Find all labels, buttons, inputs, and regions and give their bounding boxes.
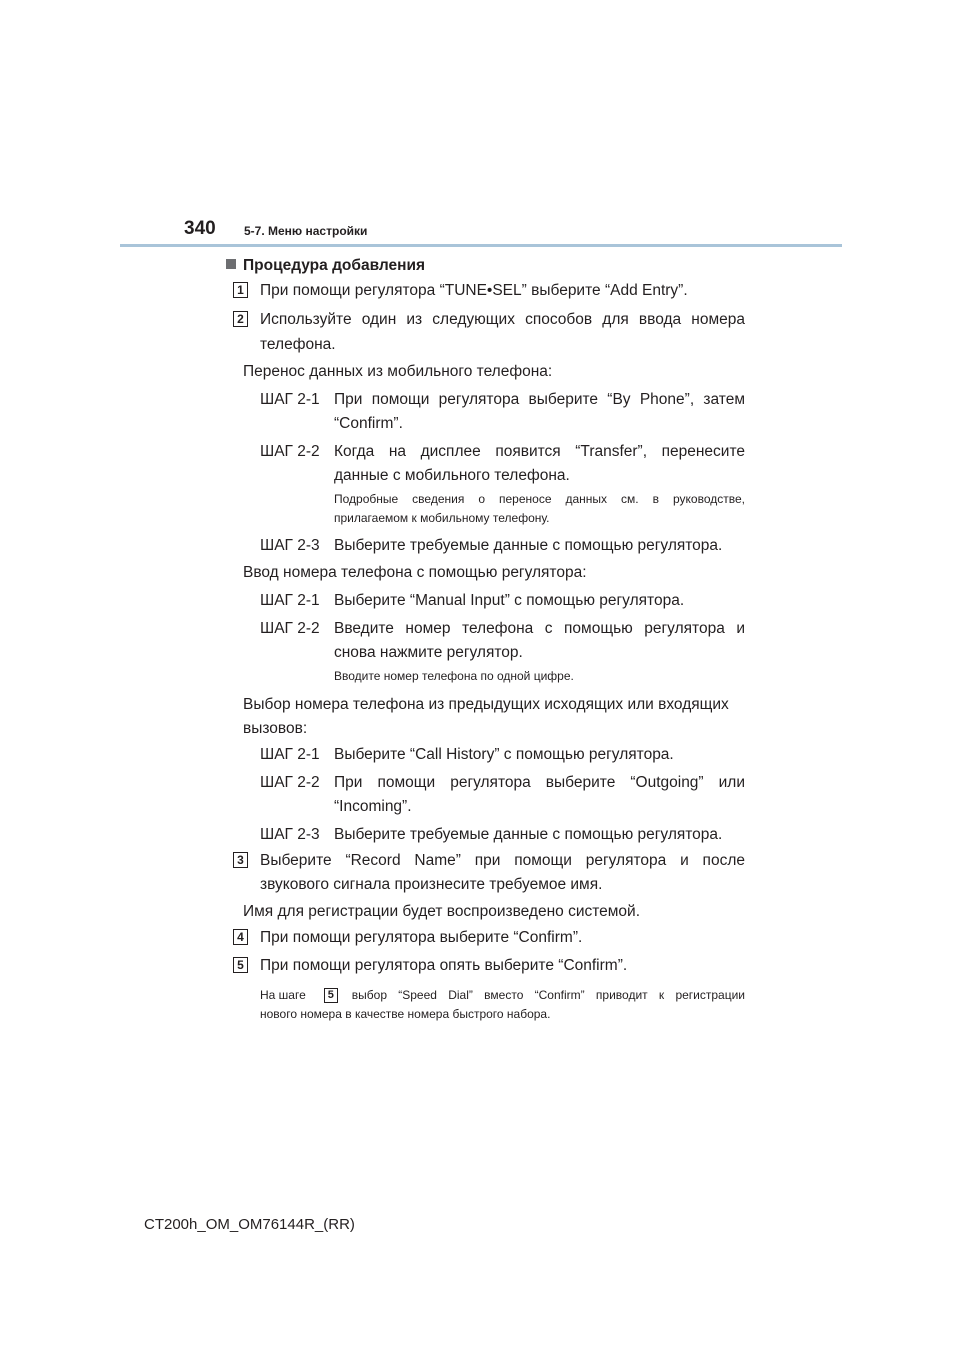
step-1-text: При помощи регулятора “TUNE•SEL” выберите “Add Entry”. — [260, 282, 688, 299]
step-3-text-line-2: звукового сигнала произнесите требуемое имя. — [260, 876, 603, 893]
manual-note: Вводите номер телефона по одной цифре. — [334, 669, 574, 683]
history-step-3-label: ШАГ 2-3 — [260, 826, 320, 843]
transfer-note-line-2: прилагаемом к мобильному телефону. — [334, 511, 550, 525]
transfer-step-1-label: ШАГ 2-1 — [260, 391, 320, 408]
final-note-line-1 — [260, 987, 745, 1003]
transfer-step-1-line-2: “Confirm”. — [334, 415, 403, 432]
transfer-step-1-line-1: При помощи регулятора выберите “By Phone”, затем — [334, 391, 745, 408]
step-badge-5: 5 — [233, 957, 248, 973]
history-step-1-text: Выберите “Call History” с помощью регулятора. — [334, 746, 674, 763]
step-3-text-line-1: Выберите “Record Name” при помощи регулятора и после — [260, 852, 745, 869]
transfer-step-2-line-2: данные с мобильного телефона. — [334, 467, 570, 484]
manual-step-1-text: Выберите “Manual Input” с помощью регулятора. — [334, 592, 685, 609]
manual-step-2-label: ШАГ 2-2 — [260, 620, 320, 637]
history-step-2-line-2: “Incoming”. — [334, 798, 412, 815]
step-3-note: Имя для регистрации будет воспроизведено системой. — [243, 903, 641, 920]
transfer-step-3-text: Выберите требуемые данные с помощью регулятора. — [334, 537, 723, 554]
inline-step-badge-5: 5 — [324, 988, 338, 1003]
step-badge-1: 1 — [233, 282, 248, 298]
step-4-text: При помощи регулятора выберите “Confirm”. — [260, 929, 583, 946]
step-2-text-line-2: телефона. — [260, 336, 336, 353]
manual-step-2-line-2: снова нажмите регулятор. — [334, 644, 523, 661]
procedure-heading-text: Процедура добавления — [243, 257, 426, 274]
transfer-note-line-1: Подробные сведения о переносе данных см. в руководстве, — [334, 492, 745, 506]
history-step-2-label: ШАГ 2-2 — [260, 774, 320, 791]
transfer-step-2-line-1: Когда на дисплее появится “Transfer”, перенесите — [334, 443, 745, 460]
document-footer-code: CT200h_OM_OM76144R_(RR) — [144, 1216, 355, 1233]
history-intro-line-2: вызовов: — [243, 720, 308, 737]
manual-step-2-line-1: Введите номер телефона с помощью регулятора и — [334, 620, 745, 637]
final-note-line-2: нового номера в качестве номера быстрого набора. — [260, 1007, 551, 1021]
square-bullet-icon — [226, 259, 236, 269]
history-step-1-label: ШАГ 2-1 — [260, 746, 320, 763]
final-note-prefix: На шаге — [260, 988, 306, 1002]
step-badge-4: 4 — [233, 929, 248, 945]
manual-step-1-label: ШАГ 2-1 — [260, 592, 320, 609]
procedure-heading — [226, 256, 425, 276]
step-badge-2: 2 — [233, 311, 248, 327]
history-step-3-text: Выберите требуемые данные с помощью регулятора. — [334, 826, 723, 843]
history-intro-line-1: Выбор номера телефона из предыдущих исходящих или входящих — [243, 696, 729, 713]
step-2-text-line-1: Используйте один из следующих способов для ввода номера — [260, 311, 745, 328]
step-5-text: При помощи регулятора опять выберите “Confirm”. — [260, 957, 628, 974]
transfer-step-3-label: ШАГ 2-3 — [260, 537, 320, 554]
final-note-suffix: выбор “Speed Dial” вместо “Confirm” приводит к регистрации — [351, 988, 745, 1002]
manual-intro: Ввод номера телефона с помощью регулятора: — [243, 564, 587, 581]
step-badge-3: 3 — [233, 852, 248, 868]
history-step-2-line-1: При помощи регулятора выберите “Outgoing” или — [334, 774, 745, 791]
section-title: 5-7. Меню настройки — [244, 224, 368, 238]
transfer-intro: Перенос данных из мобильного телефона: — [243, 363, 553, 380]
page-number: 340 — [184, 218, 216, 239]
transfer-step-2-label: ШАГ 2-2 — [260, 443, 320, 460]
